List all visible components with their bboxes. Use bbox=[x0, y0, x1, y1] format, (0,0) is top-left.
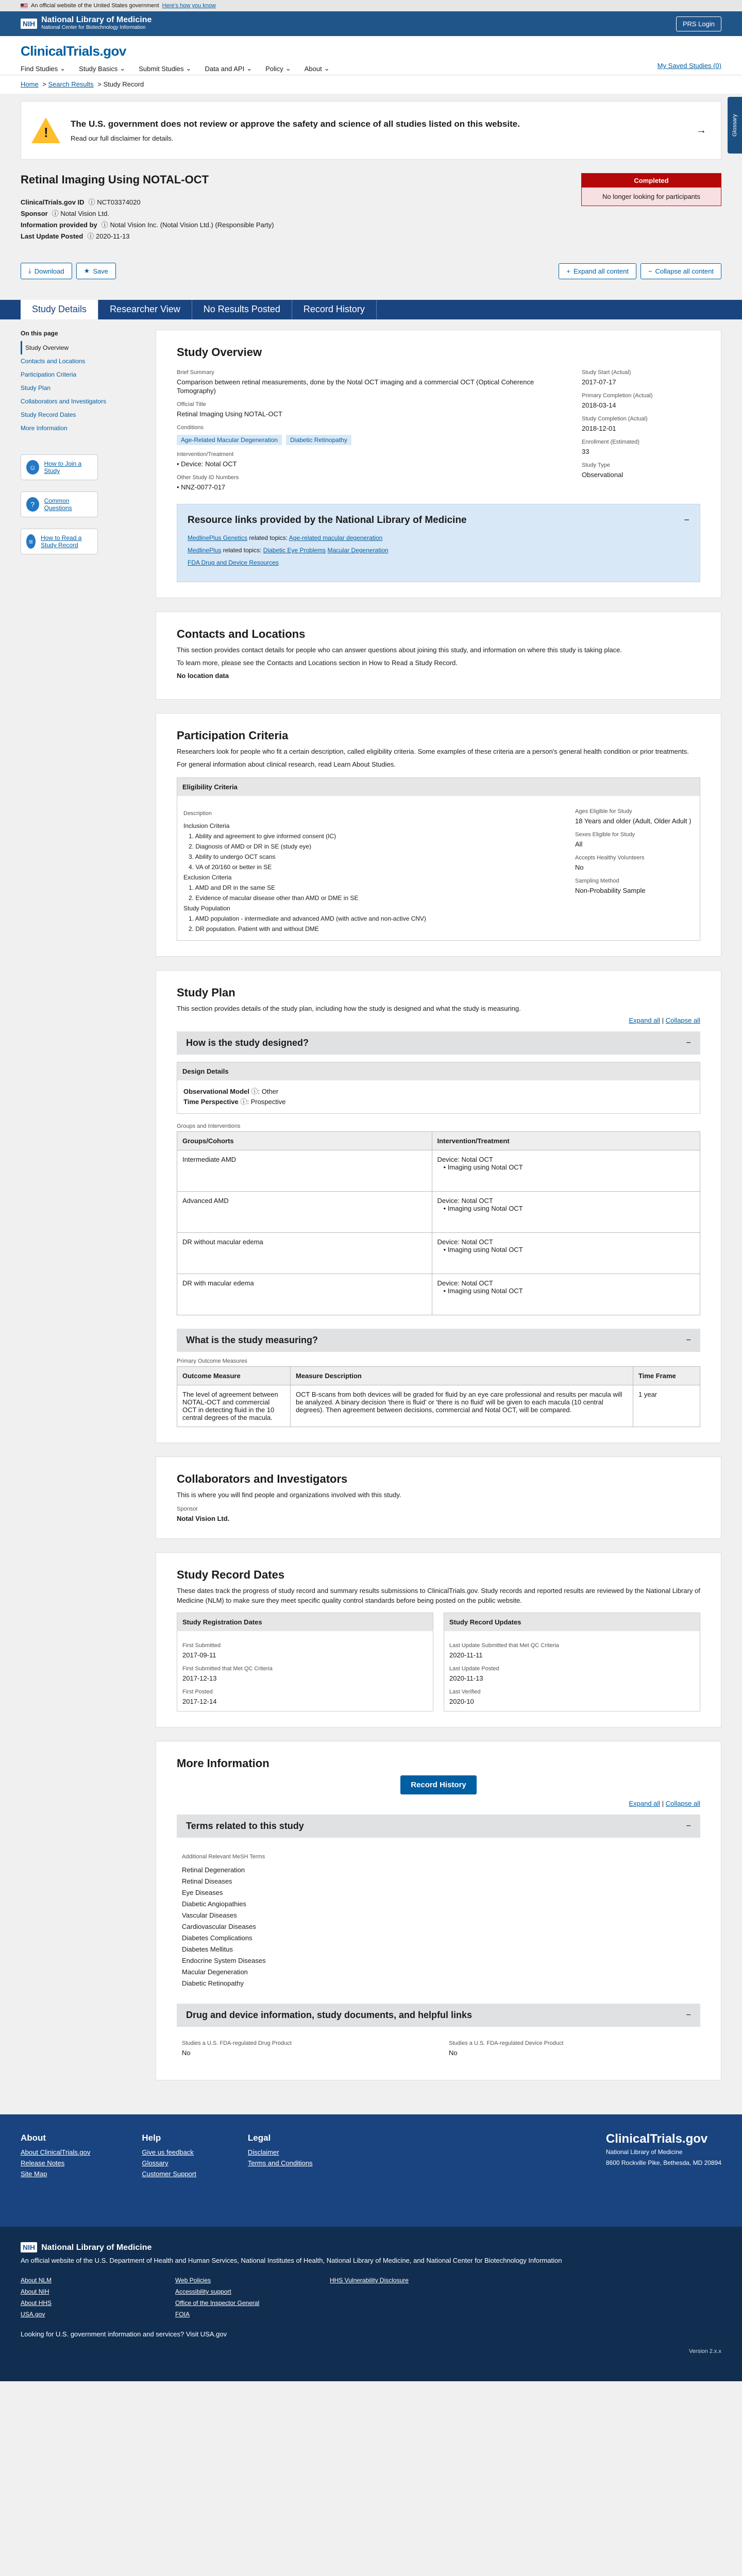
section-title: Study Plan bbox=[177, 986, 235, 999]
population-label: Study Population bbox=[183, 905, 230, 912]
record-dates-section bbox=[156, 1552, 721, 1727]
record-history-button[interactable]: Record History bbox=[400, 1775, 477, 1794]
inclusion-label: Inclusion Criteria bbox=[183, 822, 230, 829]
table-row: DR with macular edema Device: Notal OCT • Imaging using Notal OCT bbox=[177, 1274, 700, 1315]
version-text: Version 2.x.x bbox=[689, 2348, 721, 2354]
official-title-label: Official Title bbox=[177, 401, 206, 408]
table-row: DR without macular edema Device: Notal OCT • Imaging using Notal OCT bbox=[177, 1233, 700, 1274]
question-icon: ? bbox=[26, 497, 39, 512]
us-flag-icon bbox=[21, 4, 28, 8]
glossary-tab[interactable]: Glossary bbox=[728, 97, 742, 154]
medlineplus-link[interactable]: MedlinePlus bbox=[188, 547, 222, 554]
footer-link[interactable]: Office of the Inspector General bbox=[175, 2299, 260, 2307]
study-completion-label: Study Completion (Actual) bbox=[582, 416, 648, 422]
sponsor-value: Notal Vision Ltd. bbox=[60, 210, 109, 217]
brief-summary: Comparison between retinal measurements, done by the Notal OCT imaging and a commercial OCT (Optical Coherence Tomography) bbox=[177, 378, 534, 395]
main-content bbox=[156, 330, 721, 2094]
participation-general: For general information about clinical research, read Learn About Studies. bbox=[177, 760, 396, 768]
other-id-value: • NNZ-0077-017 bbox=[177, 483, 226, 491]
resources-title: Resource links provided by the National Library of Medicine bbox=[188, 515, 467, 526]
help-card-questions[interactable]: ? Common Questions bbox=[21, 492, 98, 517]
plan-text: This section provides details of the study plan, including how the study is designed and what the study is measuring. bbox=[177, 1005, 521, 1012]
footer-link[interactable]: About HHS bbox=[21, 2299, 52, 2307]
section-title: Study Overview bbox=[177, 346, 262, 359]
collapse-all-link[interactable]: Collapse all bbox=[665, 1800, 700, 1807]
study-start-label: Study Start (Actual) bbox=[582, 369, 631, 376]
footer-link[interactable]: Web Policies bbox=[175, 2277, 211, 2284]
tab-study-details[interactable]: Study Details bbox=[21, 300, 98, 319]
amd-link[interactable]: Age-related macular degeneration bbox=[289, 534, 383, 541]
site-logo[interactable]: ClinicalTrials.gov bbox=[21, 43, 126, 59]
footer-link[interactable]: USA.gov bbox=[21, 2311, 45, 2318]
mesh-terms: Additional Relevant MeSH Terms Retinal Degeneration Retinal Diseases Eye Diseases Diabetic Angiopathies Vascular Diseases Cardiovascular Diseases Diabetes Complications Diabetes Mellitus Endocrine System Diseases Macular Degeneration Diabetic Retinopathy bbox=[182, 1854, 266, 1987]
study-type: Observational bbox=[582, 471, 623, 479]
collapse-all-link[interactable]: Collapse all bbox=[665, 1016, 700, 1024]
chevron-down-icon: ⌄ bbox=[246, 64, 252, 72]
primary-completion: 2018-03-14 bbox=[582, 401, 616, 409]
nav-submit-studies[interactable]: Submit Studies ⌄ bbox=[139, 64, 192, 73]
footer-link[interactable]: Give us feedback bbox=[142, 2148, 194, 2156]
primary-completion-label: Primary Completion (Actual) bbox=[582, 393, 653, 399]
info-icon[interactable]: ⓘ bbox=[88, 198, 95, 206]
section-title: Participation Criteria bbox=[177, 729, 289, 742]
footer-link[interactable]: Glossary bbox=[142, 2159, 168, 2167]
diabetic-eye-link[interactable]: Diabetic Eye Problems bbox=[263, 547, 326, 554]
nlm-footer-text: An official website of the U.S. Department of Health and Human Services, National Institutes of Health, National Library of Medicine, and National Center for Biotechnology Information bbox=[21, 2257, 562, 2264]
footer-heading: Legal bbox=[247, 2133, 271, 2143]
nav-policy[interactable]: Policy ⌄ bbox=[265, 64, 291, 73]
nlm-header bbox=[0, 11, 742, 36]
participation-section bbox=[156, 713, 721, 957]
onpage-participation[interactable]: Participation Criteria bbox=[21, 371, 77, 378]
chevron-down-icon: ⌄ bbox=[285, 64, 291, 72]
breadcrumb: Home > Search Results > Study Record bbox=[0, 75, 742, 94]
eligibility-box bbox=[177, 777, 700, 941]
on-this-page-title: On this page bbox=[21, 330, 58, 337]
footer-link[interactable]: Terms and Conditions bbox=[247, 2159, 313, 2167]
gov-banner-text: An official website of the United States government bbox=[31, 3, 159, 9]
sexes-label: Sexes Eligible for Study bbox=[575, 832, 635, 838]
nav-study-basics[interactable]: Study Basics ⌄ bbox=[79, 64, 126, 73]
person-icon: ☺ bbox=[26, 460, 39, 474]
list-item: 2. DR population. Patient with and without DME bbox=[189, 925, 319, 933]
my-saved-studies-link[interactable]: My Saved Studies (0) bbox=[657, 62, 721, 70]
study-id: NCT03374020 bbox=[97, 198, 141, 206]
contacts-learn-more: To learn more, please see the Contacts and Locations section in How to Read a Study Record. bbox=[177, 659, 458, 667]
condition-chip[interactable]: Age-Related Macular Degeneration bbox=[177, 435, 282, 445]
fda-resources-link[interactable]: FDA Drug and Device Resources bbox=[188, 559, 279, 566]
usa-gov-text: Looking for U.S. government information and services? Visit USA.gov bbox=[21, 2330, 227, 2338]
table-header: Intervention/Treatment bbox=[432, 1132, 700, 1150]
outcome-table: Outcome Measure Measure Description Time Frame The level of agreement between NOTAL-OCT and commercial OCT in detecting fluid in the 10 central degrees of the macula. OCT B-scans from both devices will be graded for fluid by an eye care professional and results per macula will be analyzed. A binary decision 'there is fluid' or 'there is no fluid' will be given to each macula (10 central degrees). Then agreement between decisions, commercial and Notal OCT, will be compared. 1 year bbox=[177, 1366, 700, 1427]
expand-all-button[interactable]: + Expand all content bbox=[559, 263, 636, 279]
info-icon[interactable]: ⓘ bbox=[52, 210, 59, 217]
observational-model: Other bbox=[261, 1088, 279, 1095]
id-label: ClinicalTrials.gov ID bbox=[21, 198, 85, 206]
status-title: Completed bbox=[582, 174, 721, 188]
sexes-value: All bbox=[575, 840, 583, 848]
condition-chip[interactable]: Diabetic Retinopathy bbox=[286, 435, 351, 445]
record-updates-box: Study Record Updates Last Update Submitted that Met QC Criteria 2020-11-11 Last Update Posted 2020-11-13 Last Verified 2020-10 bbox=[444, 1613, 700, 1711]
medlineplus-genetics-link[interactable]: MedlinePlus Genetics bbox=[188, 534, 248, 541]
download-button[interactable]: ⤓ Download bbox=[21, 263, 72, 279]
groups-label: Groups and Interventions bbox=[177, 1123, 241, 1129]
enrollment: 33 bbox=[582, 448, 589, 455]
footer-link[interactable]: Release Notes bbox=[21, 2159, 65, 2167]
primary-outcome-label: Primary Outcome Measures bbox=[177, 1358, 247, 1364]
other-id-label: Other Study ID Numbers bbox=[177, 474, 239, 481]
macular-degeneration-link[interactable]: Macular Degeneration bbox=[327, 547, 389, 554]
breadcrumb-home[interactable]: Home bbox=[21, 80, 39, 88]
exclusion-label: Exclusion Criteria bbox=[183, 874, 232, 881]
info-provided-value: Notal Vision Inc. (Notal Vision Ltd.) (Responsible Party) bbox=[110, 221, 274, 229]
chevron-down-icon: ⌄ bbox=[324, 64, 330, 72]
collaborators-section bbox=[156, 1456, 721, 1539]
alert-text: Read our full disclaimer for details. bbox=[71, 134, 174, 142]
on-this-page-nav bbox=[21, 330, 135, 2094]
ages-label: Ages Eligible for Study bbox=[575, 808, 632, 815]
warning-icon bbox=[31, 117, 60, 143]
last-update-value: 2020-11-13 bbox=[96, 232, 130, 240]
nlm-footer bbox=[0, 2227, 742, 2381]
onpage-study-plan[interactable]: Study Plan bbox=[21, 384, 51, 392]
table-row: Intermediate AMD Device: Notal OCT • Imaging using Notal OCT bbox=[177, 1150, 700, 1192]
study-completion: 2018-12-01 bbox=[582, 425, 616, 432]
help-card-read[interactable]: ≡ How to Read a Study Record bbox=[21, 529, 98, 554]
onpage-record-dates[interactable]: Study Record Dates bbox=[21, 411, 76, 418]
collapse-all-button[interactable]: − Collapse all content bbox=[640, 263, 721, 279]
footer-link[interactable]: FOIA bbox=[175, 2311, 190, 2318]
help-card-join[interactable]: ☺ How to Join a Study bbox=[21, 454, 98, 480]
onpage-collaborators[interactable]: Collaborators and Investigators bbox=[21, 398, 107, 405]
minus-icon: − bbox=[648, 267, 652, 275]
study-tabs bbox=[0, 300, 742, 319]
list-item: 1. AMD and DR in the same SE bbox=[189, 884, 276, 891]
list-item: 2. Diagnosis of AMD or DR in SE (study eye) bbox=[189, 843, 312, 850]
measuring-accordion[interactable]: What is the study measuring? − bbox=[177, 1329, 700, 1352]
study-type-label: Study Type bbox=[582, 462, 610, 468]
bookmark-icon: ★ bbox=[83, 267, 90, 275]
footer-heading: About bbox=[21, 2133, 46, 2143]
section-title: Contacts and Locations bbox=[177, 628, 306, 640]
list-item: 3. Ability to undergo OCT scans bbox=[189, 853, 276, 860]
gov-banner bbox=[0, 0, 742, 11]
section-title: Study Record Dates bbox=[177, 1568, 285, 1581]
expand-all-link[interactable]: Expand all bbox=[629, 1800, 661, 1807]
study-overview-section bbox=[156, 330, 721, 598]
brief-summary-label: Brief Summary bbox=[177, 369, 214, 376]
nav-find-studies[interactable]: Find Studies ⌄ bbox=[21, 64, 66, 73]
study-start: 2017-07-17 bbox=[582, 378, 616, 386]
drug-device-accordion[interactable]: Drug and device information, study documents, and helpful links − bbox=[177, 2004, 700, 2027]
last-update-label: Last Update Posted bbox=[21, 232, 83, 240]
intervention-value: • Device: Notal OCT bbox=[177, 460, 237, 468]
nlm-resources-box: Resource links provided by the National Library of Medicine − MedlinePlus Genetics related topics: Age-related macular degeneration MedlinePlus related topics: Diabetic Eye Problems Macular Degeneration FDA Drug and Device Resources bbox=[177, 504, 700, 582]
table-header: Groups/Cohorts bbox=[177, 1132, 432, 1150]
more-info-section: More Information Record History Expand all | Collapse all Terms related to this study − Additional Relevant MeSH Terms Retinal Degeneration Retinal Diseases Eye Diseases Diabetic Angiopathies Vascular Diseases Cardiovascular Diseases Diabetes Complications Diabetes Mellitus Endocrine System Diseases Macular Degeneration Diabetic Retinopathy Drug and device information, study documents, and helpful links − Studies a U.S. FDA-regulated Drug Product No Studies a U.S. FDA-regulated Device Product No bbox=[156, 1741, 721, 2080]
footer-link[interactable]: Site Map bbox=[21, 2170, 47, 2178]
section-title: More Information bbox=[177, 1757, 269, 1770]
design-details-box: Design Details Observational Model ⓘ: Other Time Perspective ⓘ: Prospective bbox=[177, 1062, 700, 1114]
expand-all-link[interactable]: Expand all bbox=[629, 1016, 661, 1024]
info-icon[interactable]: ⓘ bbox=[101, 221, 108, 229]
time-perspective: Prospective bbox=[250, 1098, 286, 1106]
contacts-text: This section provides contact details for people who can answer questions about joining this study, and information on where this study is taking place. bbox=[177, 646, 622, 654]
sampling-label: Sampling Method bbox=[575, 878, 619, 884]
document-icon: ≡ bbox=[26, 534, 36, 549]
gov-banner-link[interactable]: Here's how you know bbox=[162, 3, 216, 9]
plus-icon: + bbox=[566, 267, 570, 275]
study-plan-section: Study Plan This section provides details of the study plan, including how the study is designed and what the study is measuring. Expand all | Collapse all How is the study designed? − Design Details Observational Model ⓘ: Other Time Perspective ⓘ: Prospective Groups and Interventions Groups/Cohorts Intervention/Treatment Intermediate AMD Device: Notal OCT • Imaging using Notal OCT Advanced AMD Device: Notal OCT • Imaging using Notal OCT DR without macular edema Device: Notal OCT • Imaging using Notal OCT DR with macular edema Device: Notal OCT • Imaging using Notal OCT What is the study measuring? − Primary Outcome Measures Outcome Measure Measure Description Time Frame The level of agreement between NOTAL-OCT and commercial OCT in detecting fluid in the 10 central degrees of the macula. OCT B-scans from both devices will be graded for fluid by an eye care professional and results per macula will be analyzed. A binary decision 'there is fluid' or 'there is no fluid' will be given to each macula (10 central degrees). Then agreement between decisions, commercial and Notal OCT, will be compared. 1 year bbox=[156, 970, 721, 1443]
collapse-icon: − bbox=[686, 1038, 691, 1047]
intervention-label: Intervention/Treatment bbox=[177, 451, 234, 457]
onpage-study-overview[interactable]: Study Overview bbox=[21, 341, 135, 354]
footer-link[interactable]: About NIH bbox=[21, 2288, 49, 2295]
collapse-icon[interactable]: − bbox=[684, 515, 689, 525]
table-row: Advanced AMD Device: Notal OCT • Imaging using Notal OCT bbox=[177, 1192, 700, 1233]
list-item: 1. Ability and agreement to give informed consent (IC) bbox=[189, 833, 336, 840]
section-title: Collaborators and Investigators bbox=[177, 1472, 348, 1485]
footer-link[interactable]: Accessibility support bbox=[175, 2288, 231, 2295]
chevron-down-icon: ⌄ bbox=[185, 64, 192, 72]
list-item: 1. AMD population - intermediate and advanced AMD (with active and non-active CNV) bbox=[189, 915, 426, 922]
conditions-label: Conditions bbox=[177, 425, 204, 431]
chevron-down-icon: ⌄ bbox=[60, 64, 66, 72]
footer-link[interactable]: Customer Support bbox=[142, 2170, 196, 2178]
save-button[interactable]: ★ Save bbox=[76, 263, 116, 279]
alert-title: The U.S. government does not review or approve the safety and science of all studies listed on this website. bbox=[71, 118, 520, 129]
list-item: 4. VA of 20/160 or better in SE bbox=[189, 863, 272, 871]
eligibility-title: Eligibility Criteria bbox=[177, 778, 700, 796]
info-icon[interactable]: ⓘ bbox=[87, 232, 94, 240]
contacts-section bbox=[156, 612, 721, 700]
status-subtitle: No longer looking for participants bbox=[582, 188, 721, 206]
nlm-subtitle: National Center for Biotechnology Information bbox=[41, 25, 146, 30]
sponsor-value: Notal Vision Ltd. bbox=[177, 1515, 230, 1522]
info-provided-label: Information provided by bbox=[21, 221, 97, 229]
sampling-value: Non-Probability Sample bbox=[575, 887, 646, 894]
sponsor-label: Sponsor bbox=[21, 210, 48, 217]
prs-login-button[interactable]: PRS Login bbox=[676, 16, 721, 31]
footer-heading: Help bbox=[142, 2133, 161, 2143]
list-item: 2. Evidence of macular disease other than AMD or DME in SE bbox=[189, 894, 359, 902]
healthy-volunteers-value: No bbox=[575, 863, 584, 871]
participation-text: Researchers look for people who fit a certain description, called eligibility criteria. Some examples of these criteria are a person's general health condition or prior treatments. bbox=[177, 748, 689, 755]
nlm-footer-links bbox=[21, 2277, 721, 2318]
footer-link[interactable]: HHS Vulnerability Disclosure bbox=[330, 2277, 409, 2284]
sponsor-label: Sponsor bbox=[177, 1506, 198, 1512]
no-location-data: No location data bbox=[177, 672, 229, 680]
collapse-icon: − bbox=[686, 1821, 691, 1831]
chevron-down-icon: ⌄ bbox=[120, 64, 126, 72]
ages-value: 18 Years and older (Adult, Older Adult ) bbox=[575, 817, 692, 825]
dates-text: These dates track the progress of study record and summary results submissions to ClinicalTrials.gov. Study records and reported results are reviewed by the National Library of Medicine (NLM) to make sure they meet specific quality control standards before being posted on the public website. bbox=[177, 1587, 700, 1604]
terms-accordion[interactable]: Terms related to this study − bbox=[177, 1815, 700, 1838]
collapse-icon: − bbox=[686, 1335, 691, 1345]
nlm-title: National Library of Medicine bbox=[41, 2243, 152, 2252]
onpage-contacts[interactable]: Contacts and Locations bbox=[21, 358, 86, 365]
groups-table bbox=[177, 1131, 700, 1315]
tab-no-results-posted[interactable]: No Results Posted bbox=[192, 300, 292, 319]
nav-data-api[interactable]: Data and API ⌄ bbox=[205, 64, 252, 73]
footer-link[interactable]: About ClinicalTrials.gov bbox=[21, 2148, 91, 2156]
main-nav bbox=[21, 64, 721, 73]
download-icon: ⤓ bbox=[28, 267, 31, 275]
footer-link[interactable]: About NLM bbox=[21, 2277, 52, 2284]
nih-logo-icon: NIH bbox=[21, 19, 37, 29]
collab-text: This is where you will find people and organizations involved with this study. bbox=[177, 1491, 401, 1499]
onpage-more-info[interactable]: More Information bbox=[21, 425, 68, 432]
nlm-logo[interactable] bbox=[21, 16, 151, 31]
tab-researcher-view[interactable]: Researcher View bbox=[98, 300, 192, 319]
disclaimer-alert[interactable] bbox=[21, 101, 721, 160]
nav-about[interactable]: About ⌄ bbox=[304, 64, 330, 73]
status-badge bbox=[581, 173, 721, 206]
official-title: Retinal Imaging Using NOTAL-OCT bbox=[177, 410, 282, 418]
nlm-title: National Library of Medicine bbox=[41, 15, 152, 24]
tab-record-history[interactable]: Record History bbox=[292, 300, 377, 319]
registration-dates-box: Study Registration Dates First Submitted 2017-09-11 First Submitted that Met QC Criteria 2017-12-13 First Posted 2017-12-14 bbox=[177, 1613, 433, 1711]
collapse-icon: − bbox=[686, 2010, 691, 2020]
design-accordion[interactable]: How is the study designed? − bbox=[177, 1031, 700, 1055]
design-details-title: Design Details bbox=[177, 1062, 700, 1080]
healthy-volunteers-label: Accepts Healthy Volunteers bbox=[575, 855, 645, 861]
arrow-right-icon: → bbox=[696, 124, 706, 136]
study-title: Retinal Imaging Using NOTAL-OCT bbox=[21, 173, 209, 186]
enrollment-label: Enrollment (Estimated) bbox=[582, 439, 639, 445]
breadcrumb-search-results[interactable]: Search Results bbox=[48, 80, 94, 88]
footer-link[interactable]: Disclaimer bbox=[247, 2148, 279, 2156]
nih-logo-icon: NIH bbox=[21, 2242, 37, 2252]
footer-logo[interactable]: ClinicalTrials.gov National Library of Medicine 8600 Rockville Pike, Bethesda, MD 20894 bbox=[605, 2132, 721, 2166]
table-row: The level of agreement between NOTAL-OCT and commercial OCT in detecting fluid in the 10 central degrees of the macula. OCT B-scans from both devices will be graded for fluid by an eye care professional and results per macula will be analyzed. A binary decision 'there is fluid' or 'there is no fluid' will be given to each macula (10 central degrees). Then agreement between decisions, commercial and Notal OCT, will be compared. 1 year bbox=[177, 1385, 700, 1427]
study-header bbox=[21, 160, 721, 300]
breadcrumb-current: Study Record bbox=[103, 80, 144, 88]
description-label: Description bbox=[183, 810, 212, 817]
site-footer bbox=[0, 2114, 742, 2227]
site-header bbox=[0, 36, 742, 75]
